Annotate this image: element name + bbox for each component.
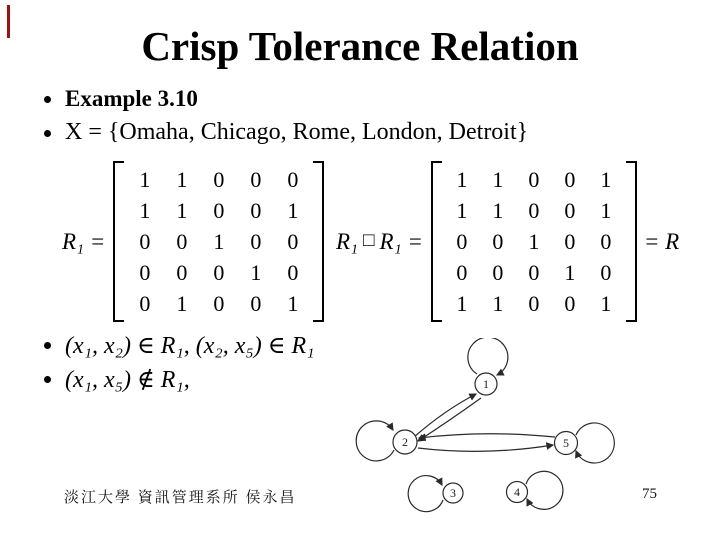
matrix-cell: 0 (213, 167, 225, 192)
matrix-cell: 1 (287, 198, 299, 223)
matrix-cell: 1 (564, 260, 576, 285)
bullet-example-text: Example 3.10 (65, 86, 198, 111)
page-number: 75 (642, 486, 657, 502)
matrix-cell: 0 (564, 229, 576, 254)
matrix-cell: 0 (600, 260, 612, 285)
node-1-label: 1 (483, 377, 489, 391)
bullet-set-x-text: X = {Omaha, Chicago, Rome, London, Detroit} (65, 119, 529, 145)
matrix-cell: 0 (456, 229, 468, 254)
matrix-cell: 0 (139, 291, 151, 316)
matrix-cell: 0 (492, 260, 504, 285)
matrix-cell: 1 (600, 291, 612, 316)
matrix-cell: 0 (213, 198, 225, 223)
matrix-cell: 1 (492, 291, 504, 316)
matrix-cell: 0 (287, 229, 299, 254)
node-4-label: 4 (514, 485, 520, 499)
bullet-nonmembership-text: (x₁, x₅) ∉ R₁, (65, 367, 190, 393)
matrix-cell: 1 (176, 167, 188, 192)
bullet-dot (44, 130, 51, 137)
bullet-dot (44, 96, 51, 103)
matrix-cell: 0 (176, 260, 188, 285)
matrix-cell: 1 (139, 198, 151, 223)
matrix-r1-group (62, 161, 324, 322)
matrix-cell: 0 (492, 229, 504, 254)
matrix-row (126, 226, 311, 257)
matrix-cell: 1 (456, 291, 468, 316)
matrix-cell: 0 (287, 260, 299, 285)
matrix-cell: 1 (176, 291, 188, 316)
bullet-set-x (44, 119, 528, 146)
self-loop-node2 (356, 421, 394, 461)
matrix-row (126, 288, 311, 319)
matrix-cell: 0 (564, 198, 576, 223)
right-bracket (626, 161, 637, 322)
matrix-row (126, 257, 311, 288)
matrix-cell: 1 (456, 198, 468, 223)
matrix-cell: 0 (528, 167, 540, 192)
matrix-cell: 1 (250, 260, 262, 285)
matrix-cell: 0 (564, 291, 576, 316)
matrix-r (431, 161, 637, 322)
edge-2-to-1 (414, 394, 476, 437)
matrix-cell: 0 (456, 260, 468, 285)
edge-5-to-2 (419, 434, 555, 438)
matrix-cell: 1 (139, 167, 151, 192)
matrix-composition-group (336, 161, 679, 322)
bullet-dot (44, 342, 51, 349)
left-bracket (431, 161, 442, 322)
matrix-cell: 0 (213, 291, 225, 316)
footer-affiliation: 淡江大學 資訊管理系所 侯永昌 (64, 490, 297, 506)
matrix-cell: 0 (528, 198, 540, 223)
left-bracket (113, 161, 124, 322)
matrix-cell: 0 (176, 229, 188, 254)
matrix-cell: 1 (600, 167, 612, 192)
self-loop-node4 (526, 471, 563, 509)
matrix-composition-label (336, 229, 423, 255)
composition-operator-box: □ (363, 229, 375, 251)
self-loop-node3 (408, 476, 443, 512)
matrix-row (444, 288, 624, 319)
matrix-cell: 0 (564, 167, 576, 192)
matrix-cell: 1 (492, 198, 504, 223)
matrix-cell: 1 (456, 167, 468, 192)
bullet-dot (44, 376, 51, 383)
bullet-example (44, 86, 198, 112)
matrix-cell: 0 (139, 229, 151, 254)
matrix-cell: 0 (250, 198, 262, 223)
matrix-row (444, 195, 624, 226)
matrix-result-label: = R (643, 228, 680, 254)
label-r1-suffix: R₁ = (379, 228, 423, 254)
matrix-row (444, 164, 624, 195)
matrix-r1-grid (124, 161, 313, 322)
matrix-cell: 1 (600, 198, 612, 223)
node-2-label: 2 (402, 435, 408, 449)
matrix-cell: 1 (213, 229, 225, 254)
bullet-membership-text: (x₁, x₂) ∈ R₁, (x₂, x₅) ∈ R₁ (65, 333, 315, 359)
matrix-cell: 0 (600, 229, 612, 254)
matrix-cell: 1 (528, 229, 540, 254)
bullet-membership (44, 331, 315, 360)
label-r1-prefix: R₁ (336, 228, 359, 254)
edge-2-to-5 (418, 445, 553, 451)
tolerance-relation-graph (330, 338, 630, 523)
node-3-label: 3 (450, 486, 456, 500)
matrix-row (126, 195, 311, 226)
page-title: Crisp Tolerance Relation (141, 23, 579, 69)
self-loop-node1 (468, 338, 508, 375)
matrix-row (444, 257, 624, 288)
matrix-cell: 1 (176, 198, 188, 223)
matrix-cell: 0 (528, 291, 540, 316)
matrix-cell: 0 (250, 229, 262, 254)
matrix-r1-label: R₁ = (62, 228, 106, 254)
bullet-nonmembership (44, 365, 190, 394)
matrix-cell: 0 (213, 260, 225, 285)
matrix-cell: 0 (139, 260, 151, 285)
matrix-cell: 0 (250, 167, 262, 192)
node-5-label: 5 (563, 436, 569, 450)
matrix-row (444, 226, 624, 257)
graph-svg (330, 338, 630, 523)
matrix-r1 (113, 161, 324, 322)
self-loop-node5 (576, 423, 614, 463)
matrix-cell: 0 (287, 167, 299, 192)
matrix-cell: 1 (287, 291, 299, 316)
right-bracket (313, 161, 324, 322)
matrix-r-grid (442, 161, 626, 322)
matrix-row (126, 164, 311, 195)
matrix-cell: 1 (492, 167, 504, 192)
matrix-cell: 0 (528, 260, 540, 285)
matrix-cell: 0 (250, 291, 262, 316)
